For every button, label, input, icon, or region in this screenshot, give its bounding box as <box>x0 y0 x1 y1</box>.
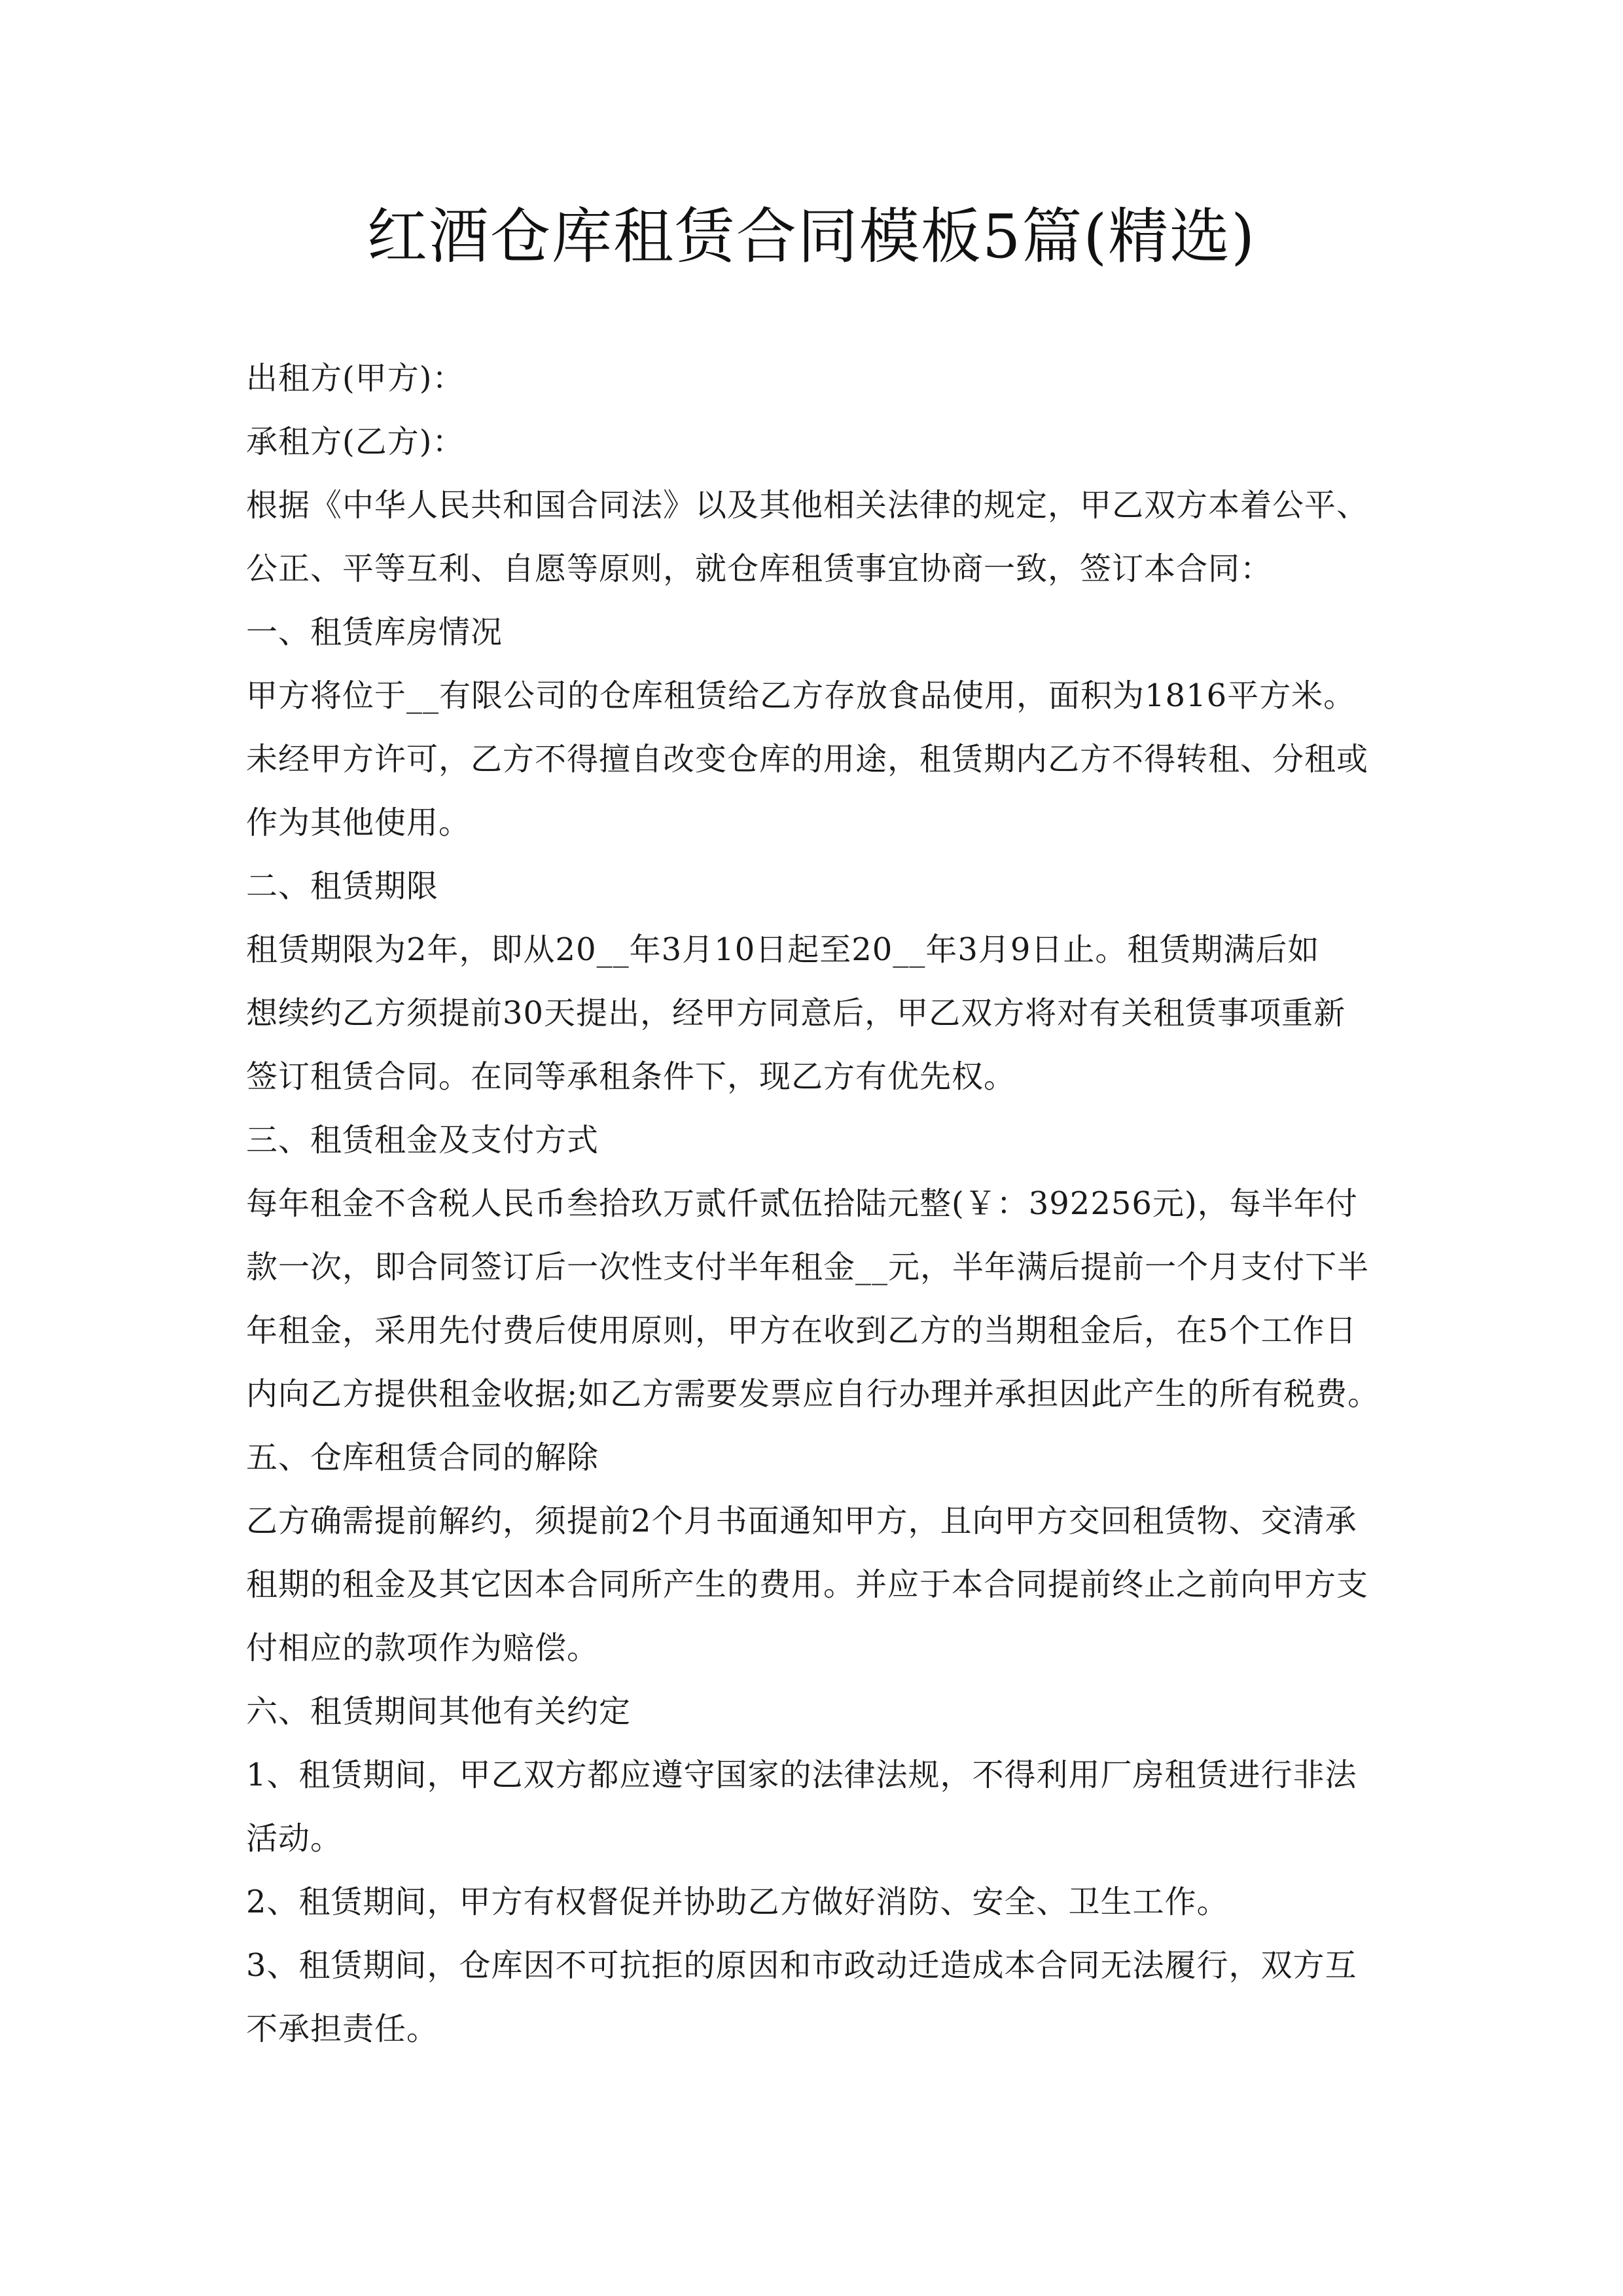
section-5-line-1: 乙方确需提前解约，须提前2个月书面通知甲方，且向甲方交回租赁物、交清承 <box>246 1503 1357 1539</box>
clause-1-line-1: 1、租赁期间，甲乙双方都应遵守国家的法律法规，不得利用厂房租赁进行非法 <box>246 1757 1357 1793</box>
section-heading-2: 二、租赁期限 <box>246 868 439 905</box>
section-3-line-4: 内向乙方提供租金收据;如乙方需要发票应自行办理并承担因此产生的所有税费。 <box>246 1376 1380 1412</box>
section-3-line-3: 年租金，采用先付费后使用原则，甲方在收到乙方的当期租金后，在5个工作日 <box>246 1312 1357 1349</box>
clause-1-line-2: 活动。 <box>246 1820 343 1857</box>
section-heading-5: 五、仓库租赁合同的解除 <box>246 1439 599 1476</box>
clause-3-line-2: 不承担责任。 <box>246 2011 439 2047</box>
party-b-line: 承租方(乙方)： <box>246 423 465 460</box>
preamble-line-2: 公正、平等互利、自愿等原则，就仓库租赁事宜协商一致，签订本合同： <box>246 550 1273 587</box>
clause-3-line-1: 3、租赁期间，仓库因不可抗拒的原因和市政动迁造成本合同无法履行，双方互 <box>246 1947 1357 1984</box>
party-a-line: 出租方(甲方)： <box>246 360 465 397</box>
section-5-line-2: 租期的租金及其它因本合同所产生的费用。并应于本合同提前终止之前向甲方支 <box>246 1566 1369 1603</box>
section-heading-3: 三、租赁租金及支付方式 <box>246 1122 599 1158</box>
section-1-line-3: 作为其他使用。 <box>246 804 471 841</box>
clause-2-line-1: 2、租赁期间，甲方有权督促并协助乙方做好消防、安全、卫生工作。 <box>246 1884 1229 1920</box>
section-1-line-2: 未经甲方许可，乙方不得擅自改变仓库的用途，租赁期内乙方不得转租、分租或 <box>246 741 1369 778</box>
preamble-line-1: 根据《中华人民共和国合同法》以及其他相关法律的规定，甲乙双方本着公平、 <box>246 487 1369 524</box>
section-2-line-1: 租赁期限为2年，即从20__年3月10日起至20__年3月9日止。租赁期满后如 <box>246 931 1320 968</box>
section-1-line-1: 甲方将位于__有限公司的仓库租赁给乙方存放食品使用，面积为1816平方米。 <box>246 677 1356 714</box>
section-3-line-1: 每年租金不含税人民币叁拾玖万贰仟贰伍拾陆元整(￥：392256元)，每半年付 <box>246 1185 1358 1222</box>
section-heading-6: 六、租赁期间其他有关约定 <box>246 1693 632 1730</box>
section-2-line-3: 签订租赁合同。在同等承租条件下，现乙方有优先权。 <box>246 1058 1016 1095</box>
document-body <box>246 347 1398 2061</box>
section-2-line-2: 想续约乙方须提前30天提出，经甲方同意后，甲乙双方将对有关租赁事项重新 <box>246 995 1346 1031</box>
document-title: 红酒仓库租赁合同模板5篇(精选) <box>366 202 1257 272</box>
section-3-line-2: 款一次，即合同签订后一次性支付半年租金__元，半年满后提前一个月支付下半 <box>246 1249 1370 1285</box>
section-5-line-3: 付相应的款项作为赔偿。 <box>246 1630 599 1666</box>
section-heading-1: 一、租赁库房情况 <box>246 614 503 651</box>
